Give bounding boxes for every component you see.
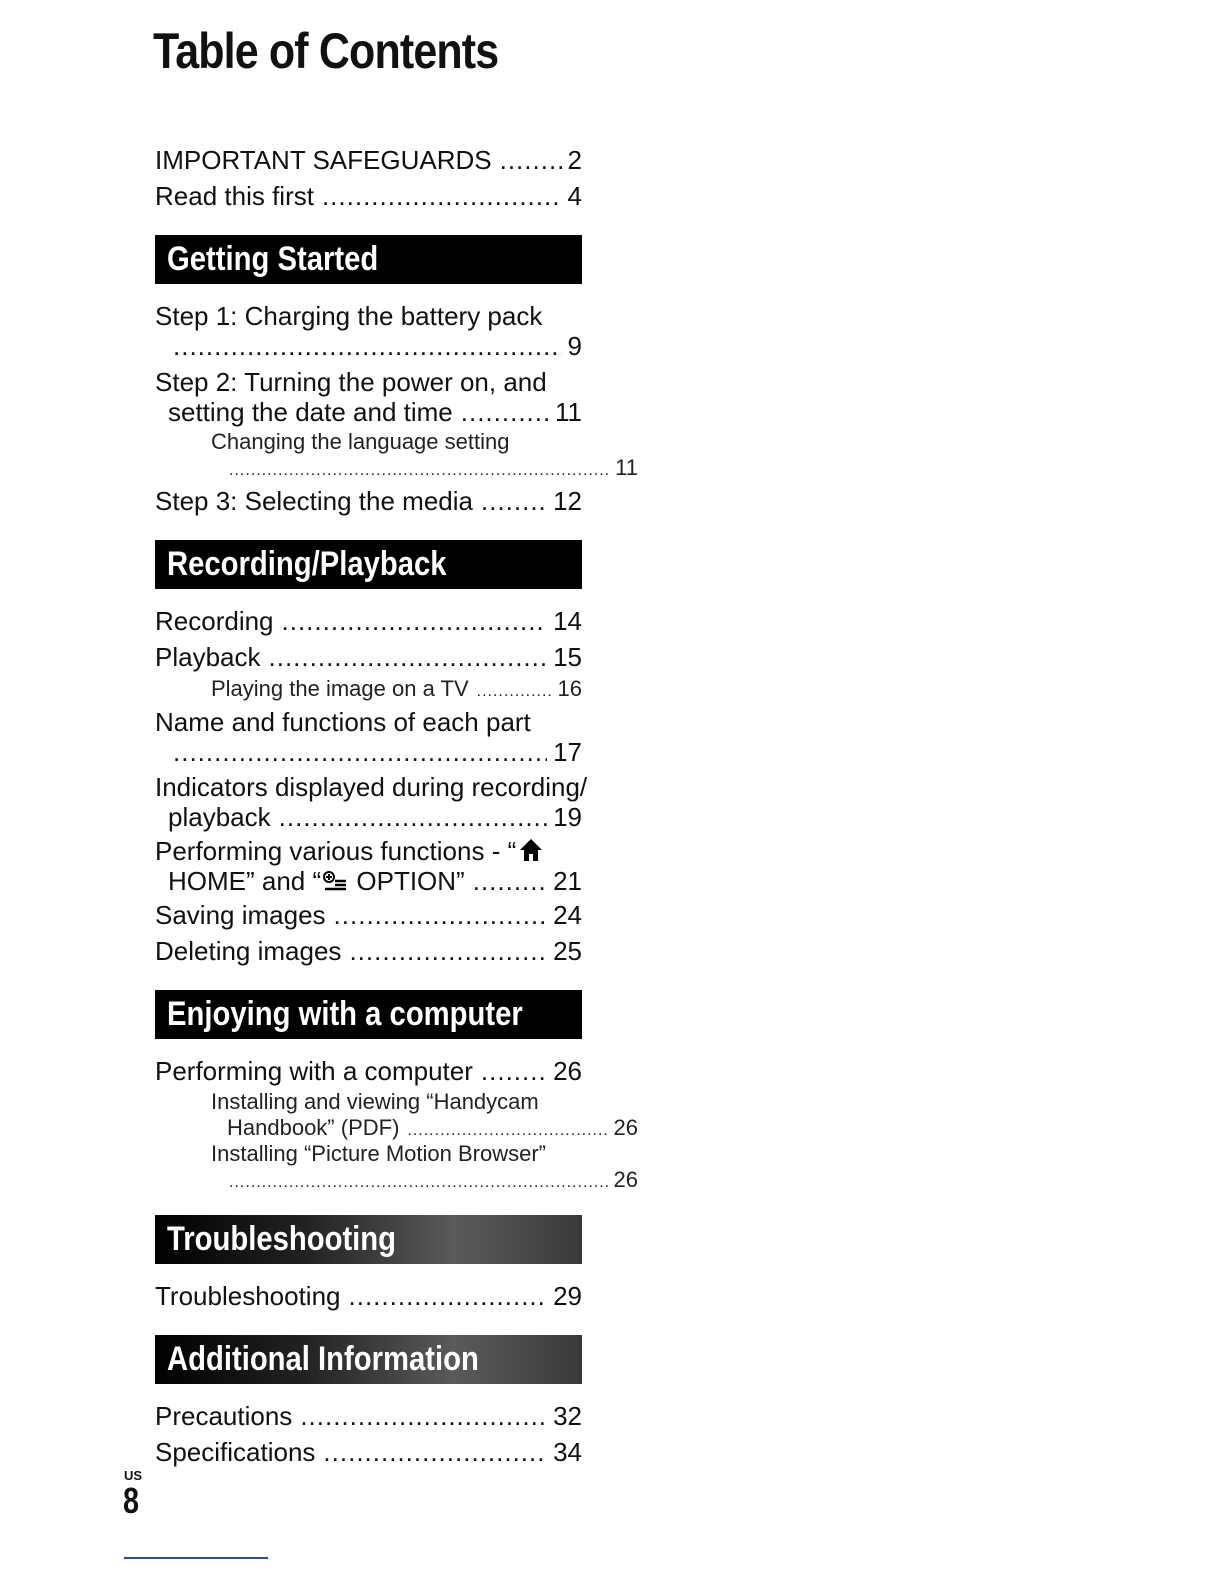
- toc-entry-deleting[interactable]: Deleting images ..... 25: [155, 936, 582, 966]
- page-number: 8: [123, 1480, 140, 1521]
- home-icon: [518, 837, 544, 863]
- toc-entry-saving[interactable]: Saving images ..... 24: [155, 900, 582, 930]
- toc-entry-handbook[interactable]: Installing and viewing “Handycam Handbook” (PDF) ..... 26: [155, 1089, 638, 1144]
- toc-entry-indicators[interactable]: Indicators displayed during recording/ playback ..... 19: [155, 772, 582, 832]
- toc-entry-recording[interactable]: Recording ..... 14: [155, 606, 582, 636]
- toc-entry-safeguards[interactable]: IMPORTANT SAFEGUARDS ..... 2: [155, 145, 582, 175]
- page-title: Table of Contents: [153, 23, 499, 79]
- toc-entry-step1[interactable]: Step 1: Charging the battery pack ..... 9: [155, 301, 582, 361]
- toc-entry-pmb[interactable]: Installing “Picture Motion Browser” ..... 26: [155, 1141, 638, 1196]
- section-getting-started: Getting Started: [155, 235, 582, 284]
- toc-entry-troubleshooting[interactable]: Troubleshooting ..... 29: [155, 1281, 582, 1311]
- toc-entry-step2[interactable]: Step 2: Turning the power on, and setting the date and time ..... 11: [155, 367, 582, 427]
- toc-entry-computer[interactable]: Performing with a computer ..... 26: [155, 1056, 582, 1086]
- section-troubleshooting: Troubleshooting: [155, 1215, 582, 1264]
- toc-entry-precautions[interactable]: Precautions ..... 32: [155, 1401, 582, 1431]
- toc-entry-specifications[interactable]: Specifications ..... 34: [155, 1437, 582, 1467]
- toc-entry-read-first[interactable]: Read this first ..... 4: [155, 181, 582, 211]
- toc-entry-step3[interactable]: Step 3: Selecting the media ..... 12: [155, 486, 582, 516]
- section-additional-information: Additional Information: [155, 1335, 582, 1384]
- toc-entry-functions[interactable]: Performing various functions - “ HOME” and “ OPTION” ..... 21: [155, 836, 582, 896]
- section-recording-playback: Recording/Playback: [155, 540, 582, 589]
- option-icon: [323, 870, 347, 892]
- bottom-rule: [124, 1557, 268, 1559]
- toc-entry-playback[interactable]: Playback ..... 15: [155, 642, 582, 672]
- section-computer: Enjoying with a computer: [155, 990, 582, 1039]
- region-code: US: [124, 1468, 143, 1483]
- toc-entry-language[interactable]: Changing the language setting ..... 11: [155, 429, 638, 484]
- toc-entry-tv[interactable]: Playing the image on a TV ..... 16: [155, 676, 582, 705]
- toc-entry-parts[interactable]: Name and functions of each part ..... 17: [155, 707, 582, 767]
